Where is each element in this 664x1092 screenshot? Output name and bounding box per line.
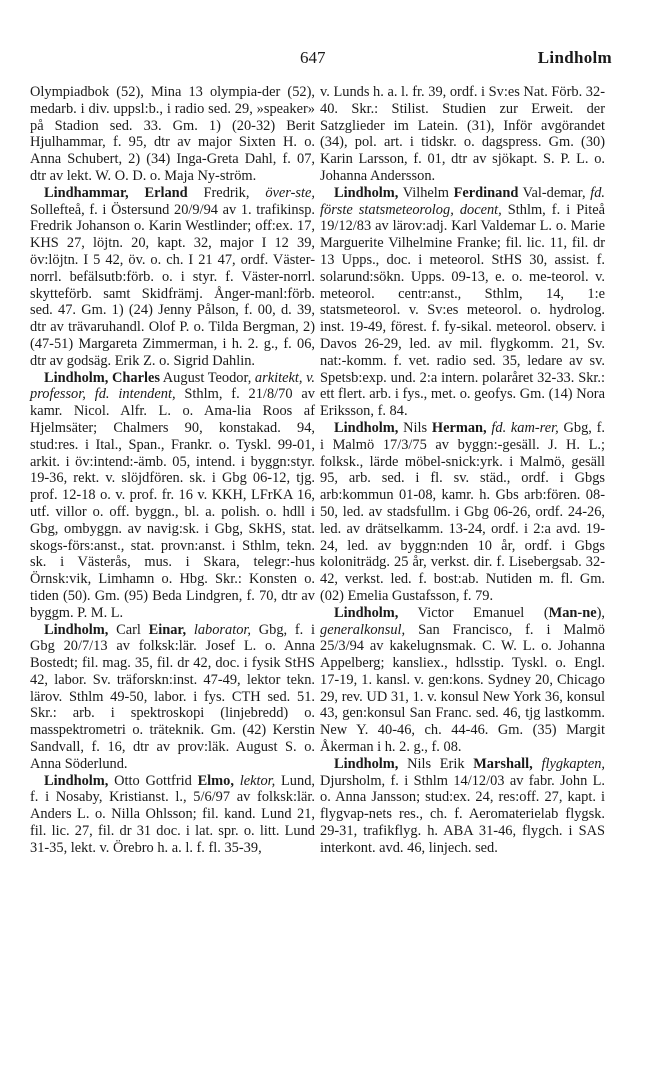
entry-text: Sthlm, f. i Piteå 19/12/83 av lärov:adj. Karl Valdemar L. o. Marie Marguerite Vilhelmine Franke; fil. lic. 11, fil. dr 13 Upps., doc. i meteorol. StHS 30, assist. f. solarund:sökn. Upps. 09-13, e. o. me-teorol. v. meteorol. centr:anst., Sthlm, 14, 1:e statsmeteorol. v. Sv:es meteorol. o. hydrolog. inst. 19-49, förest. f. fy-sikal. meteorol. observ. i Davos 26-29, led. av mil. flygkomm. 21, Sv. nat:-komm. f. vet. radio sed. 35, ledare av sv. Spetsb:exp. und. 2:a intern. polaråret 32-33. Skr.: ett flert. arb. i fys., met. o. geofys. Gm. (14) Nora Eriksson, f. 84. bbox=[320, 201, 605, 420]
entry-title: över-ste, bbox=[265, 184, 315, 201]
entry-title: fd. förste statsmeteorolog, docent, bbox=[320, 184, 605, 218]
entry-given-2: Val-demar, bbox=[518, 184, 591, 201]
entry-title: fd. kam-rer, bbox=[486, 419, 559, 436]
entry-name-called: Herman, bbox=[431, 419, 487, 436]
entry-name-called: Elmo, bbox=[197, 772, 234, 789]
entry-given: Carl bbox=[108, 621, 149, 638]
entry-given: Victor Emanuel ( bbox=[398, 604, 549, 621]
entry-name-called: Ferdinand bbox=[453, 184, 519, 201]
entry-lindhammar-erland bbox=[30, 185, 315, 370]
entry-name: Lindhammar, Erland bbox=[44, 184, 188, 201]
entry-lindholm-manne bbox=[320, 605, 605, 756]
entry-lindholm-elmo bbox=[30, 773, 315, 857]
entry-given: Otto Gottfrid bbox=[108, 772, 198, 789]
entry-title: laborator, bbox=[186, 621, 252, 638]
entry-name-called: Man-ne bbox=[548, 604, 597, 621]
entry-text: Djursholm, f. i Sthlm 14/12/03 av fabr. John L. o. Anna Jansson; stud:ex. 24, res:off. 27, kapt. i flygvap-nets res., ch. f. Aeromaterielab flygsk. 29-31, trafikflyg. h. ABA 31-46, flygch. i SAS interkont. avd. 46, linjech. sed. bbox=[320, 772, 605, 856]
entry-title: flygkapten, bbox=[532, 755, 606, 772]
entry-given-2: ), bbox=[596, 604, 605, 621]
entry-name-called: Marshall, bbox=[473, 755, 533, 772]
entry-text: Sollefteå, f. i Östersund 20/9/94 av 1. trafikinsp. Fredrik Johanson o. Karin Westlinder; off:ex. 17, KHS 27, löjtn. 20, kapt. 32, major I 12 39, öv:löjtn. I 5 42, öv. o. ch. I 21 47, ordf. Väster-norrl. befälsutb:förb. o. i styr. f. Väster-norrl. skytteförb. samt Skidfrämj. Ånger-manl:förb. sed. 47. Gm. 1) (24) Jenny Pålson, f. 00, d. 39, dtr av trävaruhandl. Olof P. o. Tilda Bergman, 2) (47-51) Margareta Zimmerman, i h. 2. g., f. 06, dtr av godsäg. Erik Z. o. Sigrid Dahlin. bbox=[30, 201, 315, 369]
entry-lindholm-marshall bbox=[320, 756, 605, 857]
entry-name: Lindholm, bbox=[334, 419, 399, 436]
continued-entry: Olympiadbok (52), Mina 13 olympia-der (52), medarb. i div. uppsl:b., i radio sed. 29, »speaker» på Stadion sed. 33. Gm. 1) (20-32) Berit Hjulhammar, f. 95, dtr av major Sixten H. o. Anna Schubert, 2) (34) Inga-Greta Dahl, f. 07, dtr av lekt. W. O. D. o. Maja Ny-ström. bbox=[30, 84, 315, 184]
entry-lindholm-einar bbox=[30, 622, 315, 773]
entry-title: generalkonsul, bbox=[320, 621, 406, 638]
entry-name: Lindholm, bbox=[334, 755, 399, 772]
entry-lindholm-herman bbox=[320, 420, 605, 605]
entry-text: San Francisco, f. i Malmö 25/3/94 av kakelugnsmak. C. W. L. o. Johanna Appelberg; kansliex., hdlsstip. Tyskl. o. Engl. 17-19, 1. kansl. v. gen:kons. Sydney 20, Chicago 29, rev. UD 31, 1. v. konsul New York 36, konsul 43, gen:konsul San Franc. sed. 46, tjg lastkomm. New Y. 40-46, ch. 44-46. Gm. (35) Margit Åkerman i h. 2. g., f. 08. bbox=[320, 621, 605, 756]
entry-name: Lindholm, bbox=[334, 604, 399, 621]
entry-name: Lindholm, bbox=[334, 184, 399, 201]
entry-name: Lindholm, bbox=[44, 772, 109, 789]
entry-title: lektor, bbox=[233, 772, 276, 789]
entry-text: Gbg, f. i Malmö 17/3/75 av byggn:-gesäll. J. H. L.; folksk., lärde möbel-snick:yrk. i Malmö, gesäll 95, arb. sed. i fl. sv. städ., ordf. i Gbgs arb:kommun 01-08, kamr. h. Gbs arb:fören. 08-50, led. av stadsfullm. i Gbg 06-26, ordf. 24-26, led. av drätselkamm. 13-24, ordf. i 2:a avd. 19-24, led. av byggn:nden 10 år, ordf. i Gbgs koloniträdg. 25 år, verkst. dir. f. Lisebergsab. 32-42, verkst. led. f. bost:ab. Nutiden m. fl. Gm. (02) Emelia Gustafsson, f. 79. bbox=[320, 419, 606, 604]
page-number: 647 bbox=[300, 48, 326, 67]
entry-name-called: Einar, bbox=[148, 621, 187, 638]
entry-lindholm-charles bbox=[30, 370, 315, 622]
running-head: Lindholm bbox=[537, 48, 612, 67]
entry-name: Lindholm, Charles bbox=[44, 369, 160, 386]
right-column bbox=[320, 84, 605, 857]
entry-text: Sthlm, f. 21/8/70 av kamr. Nicol. Alfr. L. o. Ama-lia Roos af Hjelmsäter; Chalmers 90, konstakad. 94, stud:res. i Ital., Span., Frankr. o. Tyskl. 99-01, arkit. i öv:intend:-ämb. 05, intend. i byggn:styr. 19-36, rekt. v. slöjdfören. sk. i Gbg 06-12, tjg. prof. 12-18 o. v. prof. fr. 16 v. KKH, LFrKA 16, utf. villor o. off. byggn., bl. a. polish. o. hdll i Gbg, ombyggn. av navig:sk. i Gbg, SkHS, stat. skogs-förs:anst., stat. provn:anst. i Sthlm, tekn. sk. i Västerås, mus. i Skara, telegr:-hus Örnsk:vik, Limhamn o. Hbg. Skr.: Konsten o. tiden (50). Gm. (95) Beda Lindgren, f. 70, dtr av byggm. P. M. L. bbox=[30, 386, 315, 621]
entry-given: Fredrik, bbox=[187, 184, 266, 201]
continued-entry: v. Lunds h. a. l. fr. 39, ordf. i Sv:es Nat. Förb. 32-40. Skr.: Stilist. Studien zur Erweit. der Satzglieder im Latein. (31), Inför avgörandet (34), pol. art. i tidskr. o. dagspress. Gm. (30) Karin Larsson, f. 01, dtr av sjökapt. S. P. L. o. Johanna Andersson. bbox=[320, 84, 605, 184]
entry-given: Nils bbox=[398, 419, 432, 436]
left-column bbox=[30, 84, 315, 857]
entry-name: Lindholm, bbox=[44, 621, 109, 638]
entry-text: Gbg, f. i Gbg 20/7/13 av folksk:lär. Josef L. o. Anna Bostedt; fil. mag. 35, fil. dr 42, doc. i fysik StHS 42, labor. Sv. träforskn:inst. 47-49, lektor tekn. lärov. Sthlm 49-50, labor. i fys. CTH sed. 51. Skr.: arb. i spektroskopi (linjebredd) o. masspektrometri o. träteknik. Gm. (42) Kerstin Sandvall, f. 16, dtr av prov:läk. August S. o. Anna Söderlund. bbox=[30, 621, 315, 772]
entry-text: Lund, f. i Nosaby, Kristianst. l., 5/6/97 av folksk:lär. Anders L. o. Nilla Ohlsson; fil. kand. Lund 21, fil. lic. 27, fil. dr 31 doc. i lat. spr. o. litt. Lund 31-35, lekt. v. Örebro h. a. l. f. fl. 35-39, bbox=[30, 772, 315, 856]
entry-given: August Teodor, bbox=[159, 369, 255, 386]
entry-title: arkitekt, v. professor, fd. intendent, bbox=[30, 369, 315, 403]
entry-given: Nils Erik bbox=[398, 755, 474, 772]
entry-lindholm-ferdinand bbox=[320, 185, 605, 420]
entry-given: Vilhelm bbox=[398, 184, 454, 201]
